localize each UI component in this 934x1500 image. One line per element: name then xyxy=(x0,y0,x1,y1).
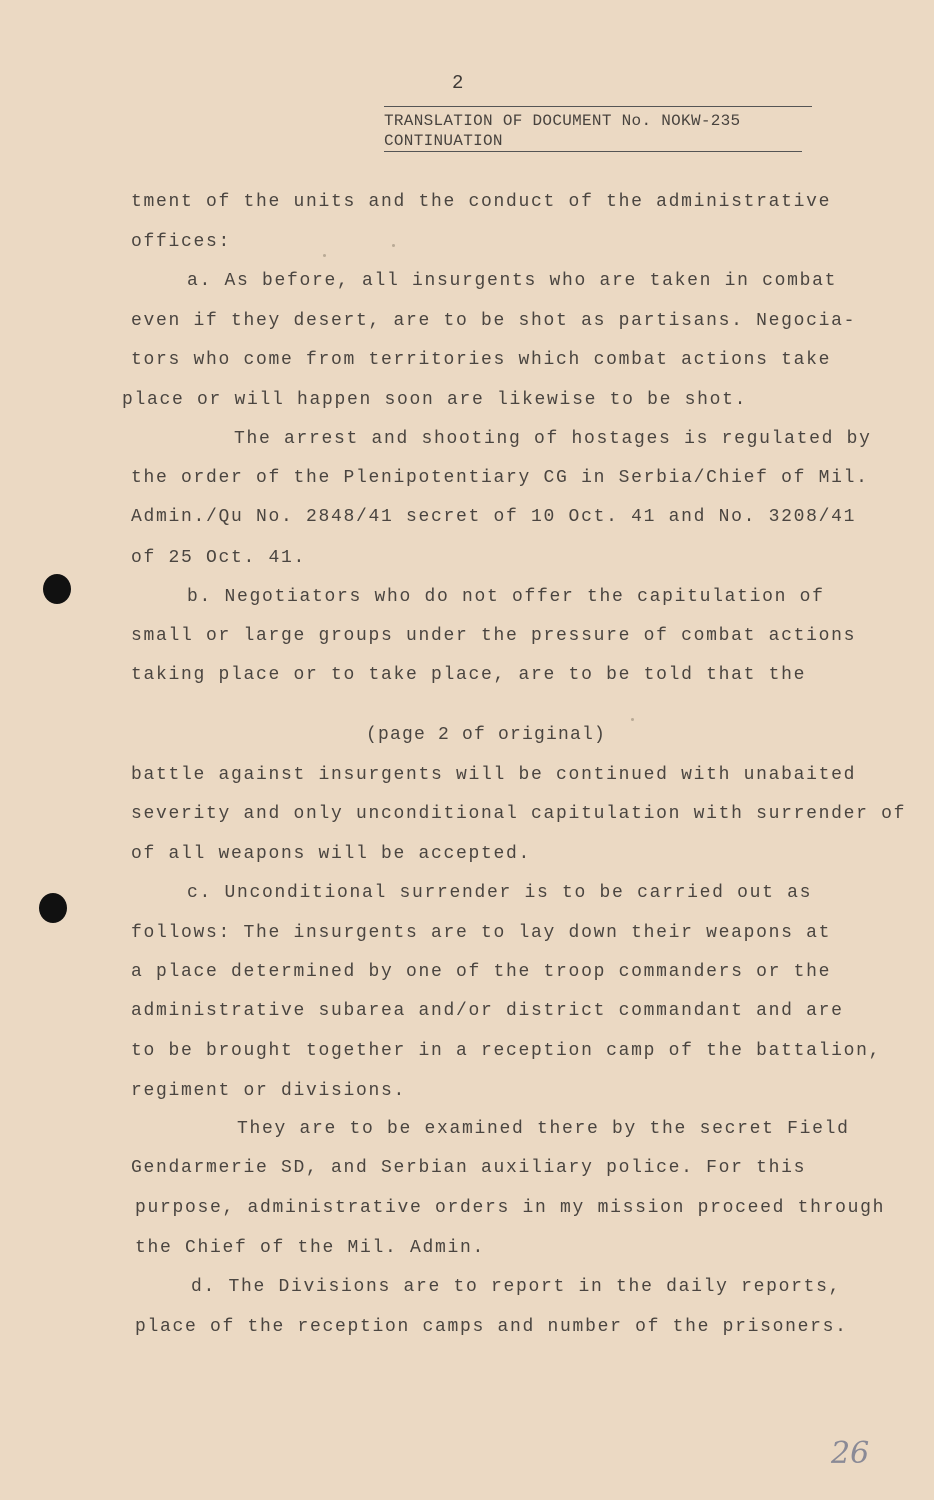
body-line: follows: The insurgents are to lay down their weapons at xyxy=(131,923,832,943)
body-line: purpose, administrative orders in my mission proceed through xyxy=(135,1198,886,1218)
body-line: small or large groups under the pressure of combat actions xyxy=(131,626,857,646)
handwritten-page-mark: 26 xyxy=(831,1436,870,1471)
body-line: regiment or divisions. xyxy=(131,1081,407,1101)
body-line: a. As before, all insurgents who are taken in combat xyxy=(187,271,838,291)
body-line: place or will happen soon are likewise to be shot. xyxy=(122,390,748,410)
paper-speck xyxy=(323,254,326,257)
body-line: of 25 Oct. 41. xyxy=(131,548,307,568)
body-line: a place determined by one of the troop commanders or the xyxy=(131,962,832,982)
body-line: administrative subarea and/or district commandant and are xyxy=(131,1001,844,1021)
body-line: b. Negotiators who do not offer the capitulation of xyxy=(187,587,825,607)
body-line: The arrest and shooting of hostages is regulated by xyxy=(234,429,872,449)
header-continuation: CONTINUATION xyxy=(384,131,802,152)
document-header xyxy=(384,106,812,152)
punch-hole-top xyxy=(43,574,71,604)
body-line: d. The Divisions are to report in the daily reports, xyxy=(191,1277,842,1297)
body-line: taking place or to take place, are to be told that the xyxy=(131,665,807,685)
body-line: severity and only unconditional capitulation with surrender of xyxy=(131,804,907,824)
body-line: Admin./Qu No. 2848/41 secret of 10 Oct. 41 and No. 3208/41 xyxy=(131,507,857,527)
body-line: to be brought together in a reception camp of the battalion, xyxy=(131,1041,882,1061)
body-line: offices: xyxy=(131,232,232,252)
body-line: Gendarmerie SD, and Serbian auxiliary police. For this xyxy=(131,1158,807,1178)
page-reference: (page 2 of original) xyxy=(366,725,607,745)
body-line: They are to be examined there by the secret Field xyxy=(237,1119,850,1139)
paper-speck xyxy=(392,244,395,247)
header-title: TRANSLATION OF DOCUMENT No. NOKW-235 xyxy=(384,112,741,130)
body-line: battle against insurgents will be continued with unabaited xyxy=(131,765,857,785)
body-line: place of the reception camps and number of the prisoners. xyxy=(135,1317,848,1337)
body-line: tment of the units and the conduct of the administrative xyxy=(131,192,832,212)
punch-hole-bottom xyxy=(39,893,67,923)
body-line: even if they desert, are to be shot as partisans. Negocia- xyxy=(131,311,857,331)
body-line: the Chief of the Mil. Admin. xyxy=(135,1238,486,1258)
body-line: the order of the Plenipotentiary CG in Serbia/Chief of Mil. xyxy=(131,468,869,488)
body-line: of all weapons will be accepted. xyxy=(131,844,532,864)
paper-speck xyxy=(631,718,634,721)
body-line: c. Unconditional surrender is to be carried out as xyxy=(187,883,813,903)
page-number: 2 xyxy=(452,72,464,94)
body-line: tors who come from territories which combat actions take xyxy=(131,350,832,370)
header-rule xyxy=(384,106,812,107)
